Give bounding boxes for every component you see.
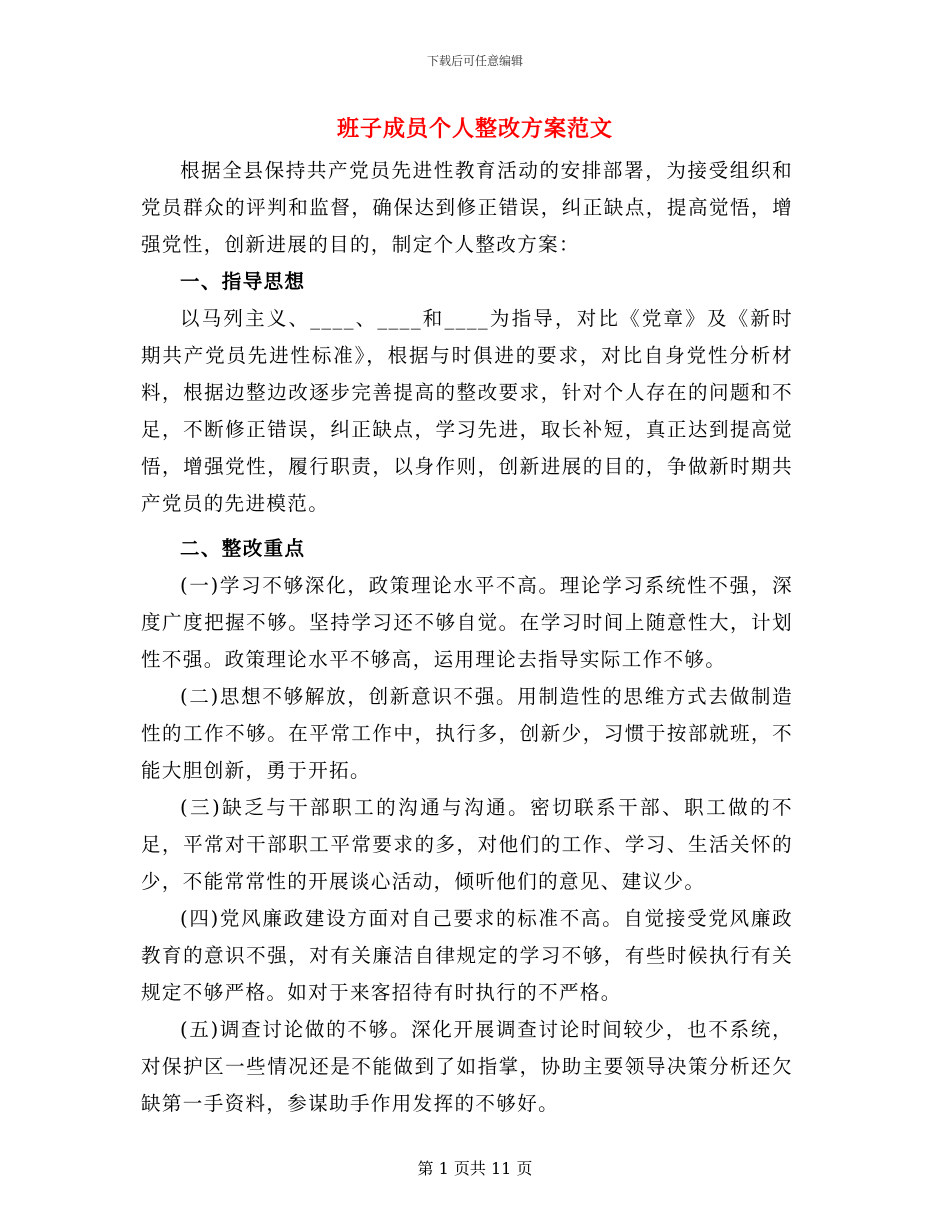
focus-item-3: (三)缺乏与干部职工的沟通与沟通。密切联系干部、职工做的不足，平常对干部职工平常要求的多，对他们的工作、学习、生活关怀的少，不能常常性的开展谈心活动，倾听他们的意见、建议少。 [141, 796, 793, 893]
focus-item-5: (五)调查讨论做的不够。深化开展调查讨论时间较少，也不系统，对保护区一些情况还是不能做到了如指掌，协助主要领导决策分析还欠缺第一手资料，参谋助手作用发挥的不够好。 [141, 1018, 793, 1115]
page-number-footer: 第 1 页共 11 页 [417, 1159, 533, 1178]
section-heading-guiding-thought: 一、指导思想 [180, 270, 306, 293]
page-header-note: 下载后可任意编辑 [426, 54, 523, 68]
focus-item-1: (一)学习不够深化，政策理论水平不高。理论学习系统性不强，深度广度把握不够。坚持学习还不够自觉。在学习时间上随意性大，计划性不强。政策理论水平不够高，运用理论去指导实际工作不够。 [141, 574, 793, 671]
section-heading-rectification-focus: 二、整改重点 [180, 537, 306, 560]
focus-item-4: (四)党风廉政建设方面对自己要求的标准不高。自觉接受党风廉政教育的意识不强，对有关廉洁自律规定的学习不够，有些时候执行有关规定不够严格。如对于来客招待有时执行的不严格。 [141, 907, 793, 1004]
intro-paragraph: 根据全县保持共产党员先进性教育活动的安排部署，为接受组织和党员群众的评判和监督，确保达到修正错误，纠正缺点，提高觉悟，增强党性，创新进展的目的，制定个人整改方案： [141, 159, 793, 256]
focus-item-2: (二)思想不够解放，创新意识不强。用制造性的思维方式去做制造性的工作不够。在平常工作中，执行多，创新少，习惯于按部就班，不能大胆创新，勇于开拓。 [141, 685, 793, 782]
document-body [141, 152, 793, 1122]
document-title: 班子成员个人整改方案范文 [336, 116, 613, 142]
guiding-thought-paragraph: 以马列主义、____、____和____为指导，对比《党章》及《新时期共产党员先进性标准》，根据与时俱进的要求，对比自身党性分析材料，根据边整边改逐步完善提高的整改要求，针对个人存在的问题和不足，不断修正错误，纠正缺点，学习先进，取长补短，真正达到提高觉悟，增强党性，履行职责，以身作则，创新进展的目的，争做新时期共产党员的先进模范。 [141, 307, 793, 515]
